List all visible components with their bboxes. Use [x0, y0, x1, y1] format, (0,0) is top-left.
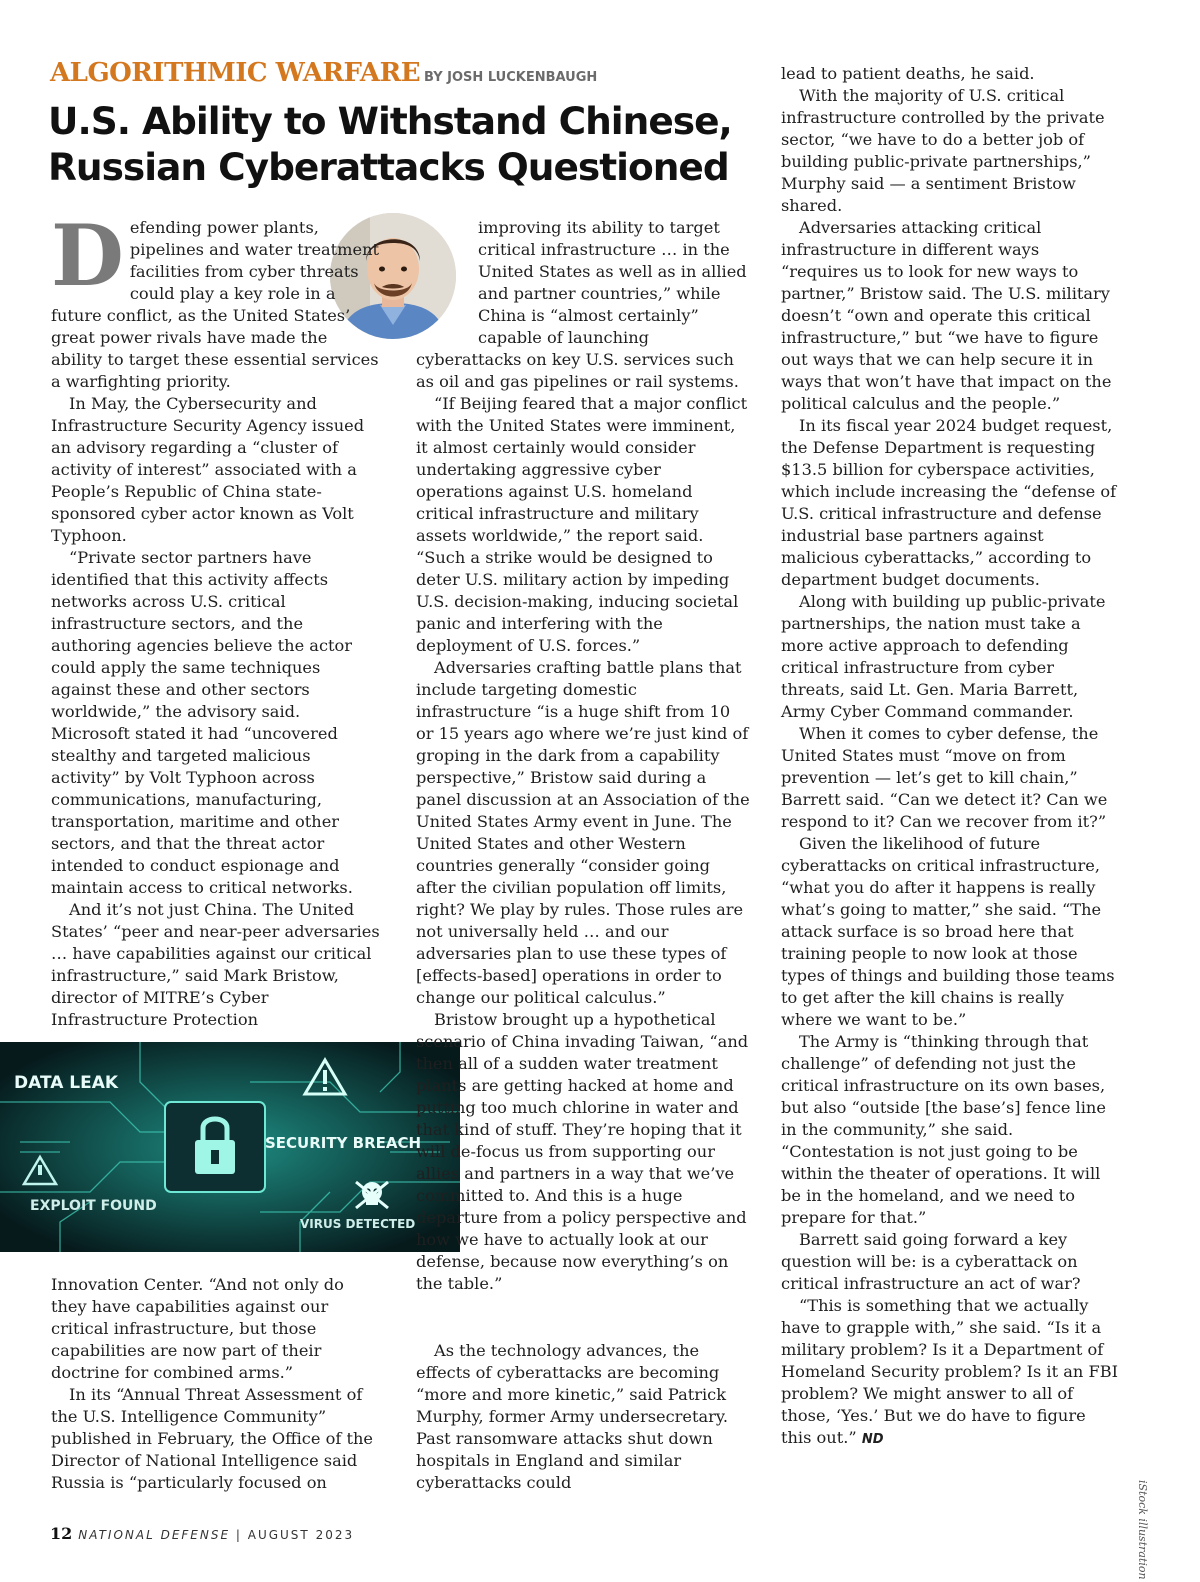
- photo-wrap-spacer: [416, 217, 478, 347]
- headline: [48, 98, 768, 190]
- circuit-board-icon: [0, 1042, 460, 1252]
- column-3: [781, 63, 1119, 1451]
- page-footer: 12 NATIONAL DEFENSE | AUGUST 2023: [50, 1524, 355, 1543]
- paragraph: Bristow brought up a hypothetical scenario of China invading Taiwan, “and then all of a sudden water treatment plants are getting hacked at home and putting too much chlorine in water and that kind of stuff. They’re hoping that it will de-focus us from supporting our allies and partners in a way that we’ve committed to. And this is a huge departure from a policy perspective and how we have to actually look at our defense, because now everything’s on the table.”: [416, 1010, 749, 1293]
- paragraph: lead to patient deaths, he said.: [781, 64, 1035, 83]
- paragraph: In its fiscal year 2024 budget request, the Defense Department is requesting $13.5 billion for cyberspace activities, which include increasing the “defense of U.S. critical infrastructure and defense industrial base partners against malicious cyberattacks,” according to department budget documents.: [781, 416, 1117, 589]
- virus-detected-label: VIRUS DETECTED: [300, 1217, 416, 1231]
- paragraph: As the technology advances, the effects of cyberattacks are becoming “more and more kinetic,” said Patrick Murphy, former Army undersecretary. Past ransomware attacks shut down hospitals in England and similar cyberattacks could: [416, 1341, 729, 1492]
- data-leak-label: DATA LEAK: [14, 1073, 119, 1093]
- column-1: [51, 206, 381, 1031]
- headline-line-1: U.S. Ability to Withstand Chinese,: [48, 99, 732, 143]
- paragraph: And it’s not just China. The United States’ “peer and near-peer adversaries … have capabilities against our critical infrastructure,” said Mark Bristow, director of MITRE’s Cyber Infrastructure Protection: [51, 900, 380, 1029]
- paragraph: In May, the Cybersecurity and Infrastructure Security Agency issued an advisory regarding a “cluster of activity of interest” associated with a People’s Republic of China state-sponsored cyber actor known as Volt Typhoon.: [51, 394, 365, 545]
- issue-date: AUGUST 2023: [247, 1528, 355, 1542]
- column-2-bottom: [416, 1340, 750, 1494]
- section-title: ALGORITHMIC WARFARE: [50, 58, 421, 88]
- lead-text: efending power plants, pipelines and water treatment facilities from cyber threats could play a key role in a future conflict, as the United States’ great power rivals have made the ability to target these essential services a warfighting priority.: [51, 218, 380, 391]
- column-1-continued: [51, 1274, 381, 1494]
- photo-credit: iStock illustration: [1136, 1480, 1149, 1580]
- paragraph: Barrett said going forward a key question will be: is a cyberattack on critical infrastructure an act of war?: [781, 1230, 1081, 1293]
- column-2: [416, 217, 750, 1295]
- paragraph: When it comes to cyber defense, the United States must “move on from prevention — let’s get to kill chain,” Barrett said. “Can we detect it? Can we respond to it? Can we recover from it?”: [781, 724, 1108, 831]
- page-number: 12: [50, 1524, 73, 1543]
- paragraph: Given the likelihood of future cyberattacks on critical infrastructure, “what you do after it happens is really what’s going to matter,” she said. “The attack surface is so broad here that training people to now look at those types of things and building those teams to get after the kill chains is really where we want to be.”: [781, 834, 1115, 1029]
- end-mark: ND: [861, 1432, 884, 1447]
- paragraph: [781, 1295, 1119, 1451]
- paragraph: “Private sector partners have identified that this activity affects networks across U.S. critical infrastructure sectors, and the authoring agencies believe the actor could apply the same techniques against these and other sectors worldwide,” the advisory said. Microsoft stated it had “uncovered stealthy and targeted malicious activity” by Volt Typhoon across communications, manufacturing, transportation, maritime and other sectors, and that the threat actor intended to conduct espionage and maintain access to critical networks.: [51, 548, 353, 897]
- paragraph: Adversaries attacking critical infrastructure in different ways “requires us to look for new ways to partner,” Bristow said. The U.S. military doesn’t “own and operate this critical infrastructure,” but “we have to figure out ways that we can help secure it in ways that won’t have that impact on the political calculus and the people.”: [781, 218, 1112, 413]
- security-breach-label: SECURITY BREACH: [265, 1134, 422, 1152]
- lead-paragraph: [51, 206, 381, 393]
- paragraph: In its “Annual Threat Assessment of the U.S. Intelligence Community” published in February, the Office of the Director of National Intelligence said Russia is “particularly focused on: [51, 1385, 373, 1492]
- headline-line-2: Russian Cyberattacks Questioned: [48, 145, 729, 189]
- paragraph: With the majority of U.S. critical infrastructure controlled by the private sector, “we have to do a better job of building public-private partnerships,” Murphy said — a sentiment Bristow shared.: [781, 86, 1105, 215]
- section-header: [50, 58, 597, 88]
- paragraph: Innovation Center. “And not only do they have capabilities against our critical infrastructure, but those capabilities are now part of their doctrine for combined arms.”: [51, 1275, 344, 1382]
- paragraph: The Army is “thinking through that challenge” of defending not just the critical infrastructure on its own bases, but also “outside [the base’s] fence line in the community,” she said. “Contestation is not just going to be within the theater of operations. It will be in the homeland, and we need to prepare for that.”: [781, 1032, 1106, 1227]
- paragraph: Along with building up public-private partnerships, the nation must take a more active approach to defending critical infrastructure from cyber threats, said Lt. Gen. Maria Barrett, Army Cyber Command commander.: [781, 592, 1106, 721]
- exploit-found-label: EXPLOIT FOUND: [30, 1198, 157, 1214]
- drop-cap: D: [51, 206, 124, 305]
- cyber-illustration: [0, 1042, 460, 1252]
- paragraph: “If Beijing feared that a major conflict with the United States were imminent, it almost certainly would consider undertaking aggressive cyber operations against U.S. homeland critical infrastructure and military assets worldwide,” the report said. “Such a strike would be designed to deter U.S. military action by impeding U.S. decision-making, inducing societal panic and interfering with the deployment of U.S. forces.”: [416, 394, 748, 655]
- magazine-name: NATIONAL DEFENSE: [78, 1528, 231, 1542]
- paragraph: improving its ability to target critical infrastructure … in the United States as well as in allied and partner countries,” while China is “almost certainly” capable of launching cyberattacks on key U.S. services such as oil and gas pipelines or rail systems.: [416, 218, 747, 391]
- paragraph: Adversaries crafting battle plans that include targeting domestic infrastructure “is a huge shift from 10 or 15 years ago where we’re just kind of groping in the dark from a capability perspective,” Bristow said during a panel discussion at an Association of the United States Army event in June. The United States and other Western countries generally “consider going after the civilian population off limits, right? We play by rules. Those rules are not universally held … and our adversaries plan to use these types of [effects-based] operations in order to change our political calculus.”: [416, 658, 750, 1007]
- closing-text: “This is something that we actually have to grapple with,” she said. “Is it a military problem? Is it a Department of Homeland Security problem? Is it an FBI problem? We might answer to all of those, ‘Yes.’ But we do have to figure this out.”: [781, 1296, 1118, 1447]
- byline: BY JOSH LUCKENBAUGH: [424, 70, 598, 85]
